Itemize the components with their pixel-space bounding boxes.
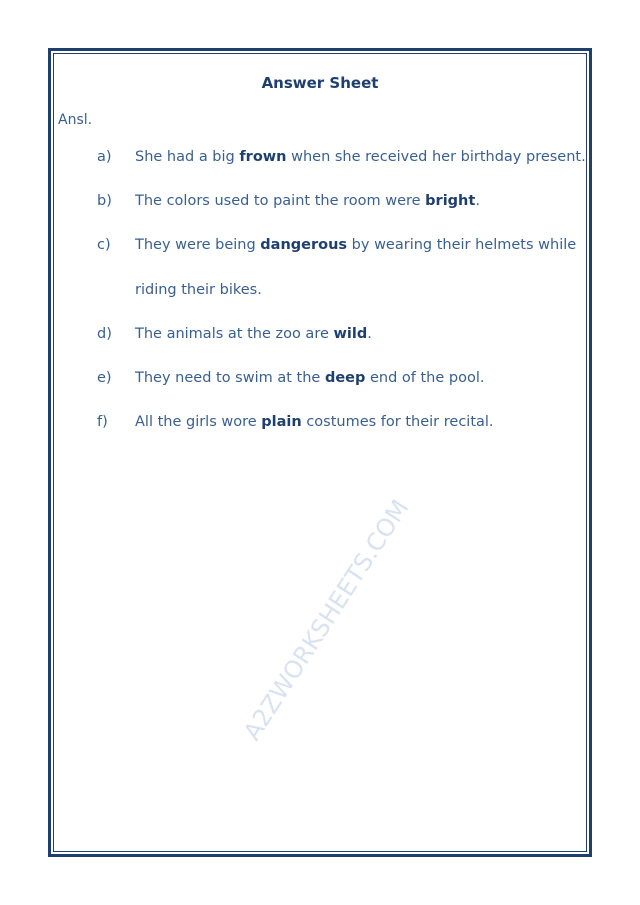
answer-item [97, 237, 576, 253]
answer-word: plain [261, 414, 302, 430]
item-label: e) [97, 370, 112, 386]
answer-word: frown [239, 149, 287, 165]
answer-word: bright [425, 193, 476, 209]
item-label: f) [97, 414, 108, 430]
text: end of the pool. [365, 370, 485, 386]
answer-item [97, 414, 494, 430]
answer-item [97, 326, 372, 342]
text: . [475, 193, 480, 209]
text: All the girls wore [135, 414, 262, 430]
answer-item [97, 370, 484, 386]
text: The animals at the zoo are [135, 326, 334, 342]
page-title: Answer Sheet [261, 74, 379, 92]
page-border-inner [53, 53, 587, 852]
answer-continuation: riding their bikes. [135, 282, 262, 298]
text: The colors used to paint the room were [135, 193, 426, 209]
answer-item [97, 193, 480, 209]
item-label: c) [97, 237, 111, 253]
answer-word: dangerous [260, 237, 348, 253]
answer-label: Ansl. [58, 112, 93, 128]
answer-item [97, 149, 586, 165]
item-label: a) [97, 149, 112, 165]
text: . [367, 326, 372, 342]
text: when she received her birthday present. [286, 149, 586, 165]
text: costumes for their recital. [301, 414, 494, 430]
text: by wearing their helmets while [347, 237, 577, 253]
text: They were being [135, 237, 261, 253]
answer-word: wild [333, 326, 368, 342]
item-label: d) [97, 326, 112, 342]
item-label: b) [97, 193, 112, 209]
text: They need to swim at the [135, 370, 325, 386]
text: She had a big [135, 149, 240, 165]
answer-word: deep [324, 370, 366, 386]
watermark: A2ZWORKSHEETS.COM [238, 494, 415, 746]
